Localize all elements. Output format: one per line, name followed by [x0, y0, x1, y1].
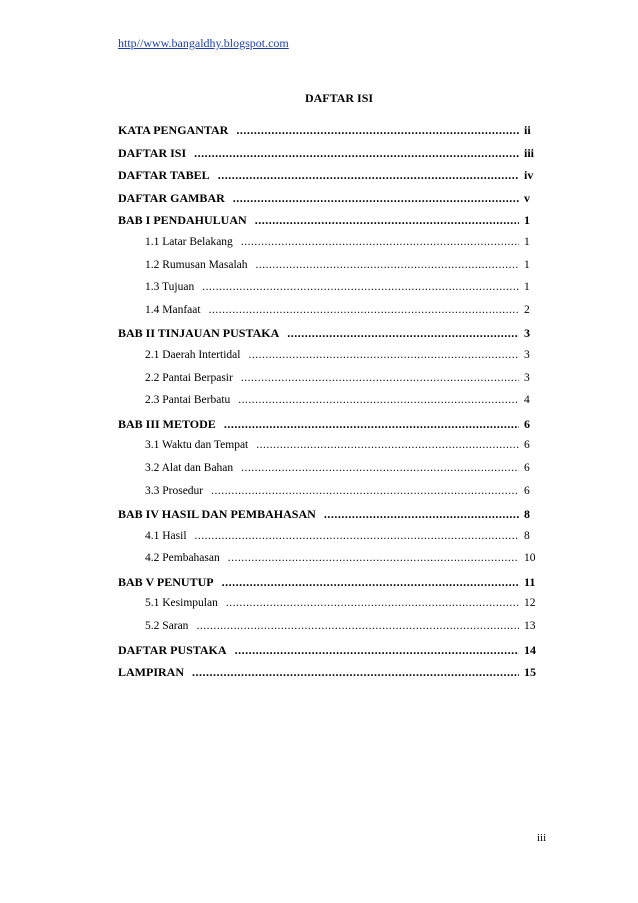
- toc-entry-page: 11: [524, 574, 536, 589]
- toc-dot-leader: [233, 191, 519, 206]
- toc-entry-page: 1: [524, 235, 530, 248]
- toc-entry: [118, 281, 542, 304]
- toc-entry-page: 15: [524, 665, 536, 680]
- toc-entry-page: iii: [524, 145, 535, 160]
- toc-entry: [118, 123, 542, 146]
- toc-entry: [118, 552, 542, 575]
- toc-entry: [118, 597, 542, 620]
- toc-entry-page: ii: [524, 123, 531, 137]
- toc-dot-leader: [224, 417, 519, 432]
- toc-entry-page: 6: [524, 461, 530, 474]
- toc-entry: [118, 439, 542, 462]
- toc-dot-leader: [255, 213, 519, 228]
- toc-entry: [118, 665, 542, 688]
- toc-entry-label: 1.4 Manfaat: [145, 303, 201, 316]
- toc-entry: [118, 326, 542, 349]
- header-url-link[interactable]: http//www.bangaldhy.blogspot.com: [118, 36, 289, 50]
- toc-entry-label: LAMPIRAN: [118, 665, 184, 680]
- toc-entry: [118, 304, 542, 327]
- toc-entry: [118, 236, 542, 259]
- toc-dot-leader: [256, 439, 519, 451]
- toc-entry: [118, 485, 542, 508]
- toc-dot-leader: [287, 326, 519, 341]
- toc-entry-label: 3.1 Waktu dan Tempat: [145, 439, 249, 452]
- page-title: DAFTAR ISI: [304, 91, 374, 105]
- toc-dot-leader: [202, 281, 519, 293]
- toc-entry-page: 10: [524, 552, 536, 565]
- toc-entry-page: 8: [524, 529, 530, 542]
- toc-dot-leader: [235, 643, 519, 658]
- toc-entry-page: 1: [524, 281, 530, 294]
- toc-entry: [118, 259, 542, 282]
- toc-entry-page: 8: [524, 507, 530, 522]
- toc-entry: [118, 213, 542, 236]
- toc-entry-page: 3: [524, 348, 530, 361]
- toc-entry-label: 3.2 Alat dan Bahan: [145, 461, 234, 474]
- toc-entry-label: 2.3 Pantai Berbatu: [145, 394, 231, 407]
- toc-entry-page: 4: [524, 394, 530, 407]
- toc-entry-label: DAFTAR GAMBAR: [118, 190, 225, 205]
- toc-entry: [118, 575, 542, 598]
- toc-dot-leader: [241, 372, 519, 384]
- toc-entry: [118, 507, 542, 530]
- toc-dot-leader: [226, 597, 519, 609]
- table-of-contents: [118, 123, 542, 688]
- toc-entry-label: 1.1 Latar Belakang: [145, 235, 233, 248]
- toc-entry: [118, 168, 542, 191]
- toc-entry: [118, 349, 542, 372]
- toc-entry: [118, 394, 542, 417]
- toc-entry-page: 2: [524, 303, 530, 316]
- toc-dot-leader: [256, 259, 519, 271]
- toc-entry-label: BAB III METODE: [118, 416, 216, 431]
- toc-entry-page: 6: [524, 484, 530, 497]
- toc-entry-label: BAB I PENDAHULUAN: [118, 213, 247, 228]
- toc-dot-leader: [236, 123, 519, 138]
- toc-entry-page: 1: [524, 213, 530, 228]
- toc-entry-page: 1: [524, 258, 530, 271]
- toc-entry-page: 12: [524, 597, 536, 610]
- toc-entry-page: 3: [524, 326, 530, 341]
- toc-entry-page: 6: [524, 439, 530, 452]
- toc-entry-label: 4.2 Pembahasan: [145, 552, 220, 565]
- toc-entry-label: DAFTAR ISI: [118, 145, 187, 160]
- toc-entry: [118, 146, 542, 169]
- toc-entry-page: 13: [524, 620, 536, 633]
- toc-entry-label: KATA PENGANTAR: [118, 123, 229, 137]
- toc-entry-page: v: [524, 190, 530, 205]
- toc-entry-label: 5.1 Kesimpulan: [145, 597, 218, 610]
- toc-entry-label: 3.3 Prosedur: [145, 484, 204, 497]
- toc-dot-leader: [238, 394, 519, 406]
- toc-dot-leader: [241, 462, 519, 474]
- toc-dot-leader: [209, 304, 519, 316]
- toc-entry-label: 1.2 Rumusan Masalah: [145, 258, 248, 271]
- toc-dot-leader: [196, 620, 519, 632]
- toc-entry-label: DAFTAR PUSTAKA: [118, 642, 227, 657]
- toc-dot-leader: [228, 552, 519, 564]
- toc-dot-leader: [211, 485, 519, 497]
- toc-dot-leader: [241, 236, 519, 248]
- toc-entry-page: 14: [524, 642, 536, 657]
- toc-entry: [118, 530, 542, 553]
- toc-entry-label: BAB II TINJAUAN PUSTAKA: [118, 326, 280, 341]
- toc-entry: [118, 417, 542, 440]
- toc-entry: [118, 643, 542, 666]
- toc-entry-label: BAB IV HASIL DAN PEMBAHASAN: [118, 507, 316, 522]
- toc-entry-page: 3: [524, 371, 530, 384]
- toc-entry-label: 4.1 Hasil: [145, 529, 187, 542]
- toc-entry: [118, 372, 542, 395]
- toc-dot-leader: [222, 575, 519, 590]
- toc-dot-leader: [195, 530, 519, 542]
- toc-dot-leader: [324, 507, 519, 522]
- toc-dot-leader: [192, 665, 519, 680]
- toc-entry-label: BAB V PENUTUP: [118, 574, 214, 589]
- toc-entry-label: 2.2 Pantai Berpasir: [145, 371, 233, 384]
- toc-entry-label: DAFTAR TABEL: [118, 168, 210, 183]
- toc-entry-page: 6: [524, 416, 530, 431]
- toc-entry: [118, 191, 542, 214]
- toc-entry-label: 1.3 Tujuan: [145, 281, 195, 294]
- toc-dot-leader: [218, 168, 519, 183]
- toc-entry: [118, 620, 542, 643]
- toc-entry-label: 5.2 Saran: [145, 620, 189, 633]
- toc-entry: [118, 462, 542, 485]
- toc-entry-label: 2.1 Daerah Intertidal: [145, 348, 241, 361]
- toc-dot-leader: [194, 146, 519, 161]
- page-number: iii: [537, 832, 547, 844]
- toc-dot-leader: [248, 349, 519, 361]
- toc-entry-page: iv: [524, 168, 534, 183]
